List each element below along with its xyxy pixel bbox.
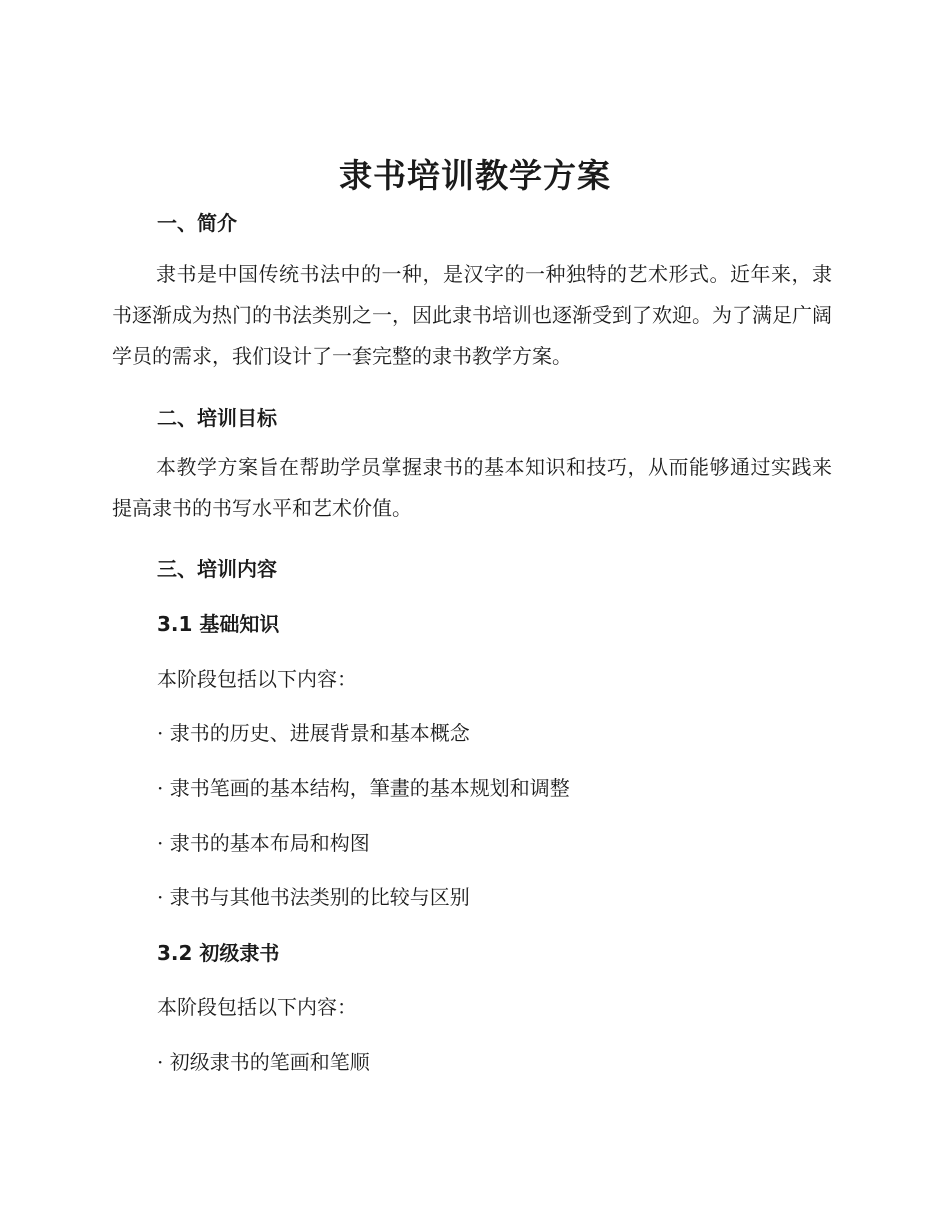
list-item: · 初级隶书的笔画和笔顺 — [157, 1050, 370, 1074]
intro-paragraph: 隶书是中国传统书法中的一种，是汉字的一种独特的艺术形式。近年来，隶书逐渐成为热门的书法类别之一，因此隶书培训也逐渐受到了欢迎。为了满足广阔学员的需求，我们设计了一套完整的隶书教学方案。 — [112, 262, 832, 368]
document-title: 隶书培训教学方案 — [339, 156, 611, 195]
goal-paragraph: 本教学方案旨在帮助学员掌握隶书的基本知识和技巧，从而能够通过实践来提高隶书的书写水平和艺术价值。 — [112, 455, 832, 520]
subsection-heading-beginner: 3.2 初级隶书 — [157, 941, 280, 965]
list-item: · 隶书的历史、进展背景和基本概念 — [157, 721, 470, 745]
section-heading-content: 三、培训内容 — [157, 557, 277, 581]
list-item: · 隶书与其他书法类别的比较与区别 — [157, 885, 470, 909]
list-item: · 隶书的基本布局和构图 — [157, 831, 370, 855]
subsection-heading-basics: 3.1 基础知识 — [157, 612, 280, 636]
section-heading-intro: 一、简介 — [157, 211, 237, 235]
list-item: · 隶书笔画的基本结构，筆畫的基本规划和调整 — [157, 776, 570, 800]
section-heading-goal: 二、培训目标 — [157, 406, 277, 430]
beginner-intro: 本阶段包括以下内容： — [157, 995, 357, 1019]
basics-intro: 本阶段包括以下内容： — [157, 667, 357, 691]
